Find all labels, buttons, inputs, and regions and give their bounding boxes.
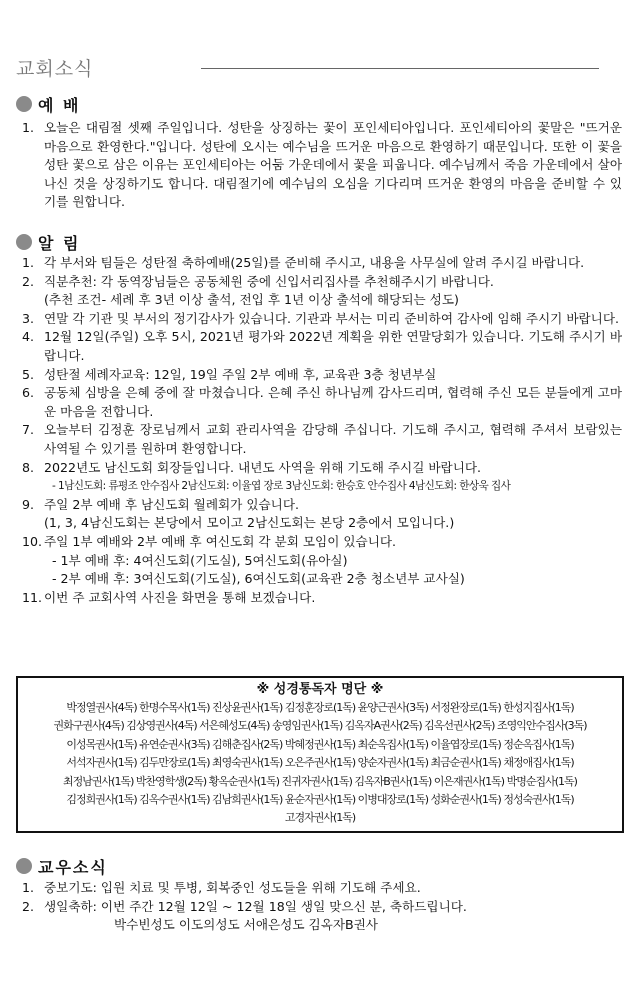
item-text: 주일 1부 예배와 2부 예배 후 여신도회 각 분회 모임이 있습니다. [44,533,397,549]
item-number: 1. [22,880,35,895]
reader-line: 이성목권사(1독) 유연순권사(3독) 김해춘집사(2독) 박혜정권사(1독) 최순옥집사(1독) 이율엽장로(1독) 정순옥집사(1독) [66,737,574,751]
list-item [22,898,622,917]
bullet-icon [16,858,32,874]
section-members-heading [16,855,108,877]
list-item [22,496,622,515]
birthday-names: 박수빈성도 이도의성도 서애은성도 김옥자B권사 [114,917,378,933]
item-number: 11. [22,589,43,605]
item-subline: - 1남신도회: 류평조 안수집사 2남신도회: 이율엽 장로 3남신도회: 한승호 안수집사 4남신도회: 한상욱 집사 [52,480,511,493]
list-item [22,328,622,365]
item-subline: (1, 3, 4남신도회는 본당에서 모이고 2남신도회는 본당 2층에서 모입니다.) [44,515,455,531]
item-number: 1. [22,120,35,135]
bullet-icon [16,96,32,112]
item-subline: - 1부 예배 후: 4여신도회(기도실), 5여신도회(유아실) [52,552,348,568]
item-number: 4. [22,329,35,345]
item-number: 6. [22,385,35,401]
reader-line: 권화구권사(4독) 김상영권사(4독) 서은혜성도(4독) 송영임권사(1독) 김옥자A권사(2독) 김옥선권사(2독) 조영익안수집사(3독) [53,719,587,733]
item-text: 주일 2부 예배 후 남신도회 월례회가 있습니다. [44,496,300,512]
section-worship-heading [16,93,80,115]
item-number: 8. [22,459,35,475]
section-title: 예 배 [38,95,81,115]
item-number: 5. [22,366,35,382]
list-item [22,384,622,421]
item-text: 연말 각 기관 및 부서의 정기감사가 있습니다. 기관과 부서는 미리 준비하여 감사에 임해 주시기 바랍니다. [44,310,620,326]
list-item [22,119,622,212]
list-item [22,310,622,329]
section-title: 알 림 [38,233,81,253]
item-number: 3. [22,310,35,326]
list-item [22,366,622,385]
bible-readers-box [16,676,624,833]
item-number: 9. [22,496,35,512]
item-subline: - 2부 예배 후: 3여신도회(기도실), 6여신도회(교육관 2층 청소년부 교사실) [52,571,465,587]
list-item [22,273,622,292]
item-text: 2022년도 남신도회 회장들입니다. 내년도 사역을 위해 기도해 주시길 바랍니다. [44,459,482,475]
notices-list [22,254,622,607]
header-divider [201,68,599,69]
reader-line: 김정희권사(1독) 김옥수권사(1독) 김남희권사(1독) 윤순자권사(1독) 이병대장로(1독) 성화순권사(1독) 정성숙권사(1독) [66,793,574,807]
item-text: 12월 12일(주일) 오후 5시, 2021년 평가와 2022년 계획을 위한 연말당회가 있습니다. 기도해 주시기 바랍니다. [44,329,622,363]
item-number: 7. [22,422,35,438]
bible-readers-title: ※ 성경통독자 명단 ※ [256,682,384,697]
item-number: 2. [22,273,35,289]
item-text: 직분추천: 각 동역장님들은 공동체원 중에 신입서리집사를 추천해주시기 바랍니다. [44,273,494,289]
list-item [22,421,622,458]
page-title: 교회소식 [16,58,94,80]
section-title: 교우소식 [38,857,108,877]
list-item [22,589,622,608]
item-text: 성탄절 세례자교육: 12일, 19일 주일 2부 예배 후, 교육관 3층 청년부실 [44,366,437,382]
item-number: 2. [22,898,35,914]
section-notices-heading [16,231,80,253]
item-number: 10. [22,533,43,549]
item-text: 생일축하: 이번 주간 12월 12일 ~ 12월 18일 생일 맞으신 분, 축하드립니다. [44,898,467,914]
item-text: 이번 주 교회사역 사진을 화면을 통해 보겠습니다. [44,589,316,605]
item-text: 오늘은 대림절 셋째 주일입니다. 성탄을 상징하는 꽃이 포인세티아입니다. 포인세티아의 꽃말은 "뜨거운 마음으로 환영한다."입니다. 성탄에 오시는 예수님을 뜨거운 마음으로 환영하기 때문입니다. 또한 이 꽃을 성탄 꽃으로 삼은 이유는 포인세티아는 어둠 가운데에서 꽃을 피웁니다. 예수님께서 죽음 가운데에서 살아나신 것을 상징하기도 합니다. 대림절기에 예수님의 오심을 기다리며 뜨거운 환영의 마음을 준비할 수 있기를 원합니다. [44,120,622,210]
list-item [22,459,622,478]
worship-list [22,119,622,212]
bible-readers-list [24,699,616,828]
reader-line: 고경자권사(1독) [284,811,356,825]
reader-line: 최정남권사(1독) 박찬영학생(2독) 황옥순권사(1독) 진귀자권사(1독) 김옥자B권사(1독) 이은재권사(1독) 박명순집사(1독) [63,774,577,788]
item-text: 중보기도: 입원 치료 및 투병, 회복중인 성도들을 위해 기도해 주세요. [44,880,421,895]
members-list [22,879,622,935]
item-number: 1. [22,255,35,270]
item-text: 공동체 심방을 은혜 중에 잘 마쳤습니다. 은혜 주신 하나님께 감사드리며, 협력해 주신 모든 분들에게 고마운 마음을 전합니다. [44,385,622,419]
item-text: 오늘부터 김정훈 장로님께서 교회 관리사역을 감당해 주십니다. 기도해 주시고, 협력해 주셔서 보람있는 사역될 수 있기를 원하며 환영합니다. [44,422,622,456]
list-item [22,879,622,898]
list-item [22,533,622,552]
item-subline: (추천 조건- 세례 후 3년 이상 출석, 전입 후 1년 이상 출석에 해당되는 성도) [44,292,459,308]
reader-line: 서석자권사(1독) 김두만장로(1독) 최영숙권사(1독) 오은주권사(1독) 양순자권사(1독) 최금순권사(1독) 채정애집사(1독) [66,756,574,770]
reader-line: 박정열권사(4독) 한명수목사(1독) 진상윤권사(1독) 김정훈장로(1독) 윤양근권사(3독) 서정완장로(1독) 한성지집사(1독) [66,701,574,714]
bullet-icon [16,234,32,250]
list-item [22,254,622,273]
item-text: 각 부서와 팀들은 성탄절 축하예배(25일)를 준비해 주시고, 내용을 사무실에 알려 주시길 바랍니다. [44,255,585,270]
page-header [16,54,616,84]
